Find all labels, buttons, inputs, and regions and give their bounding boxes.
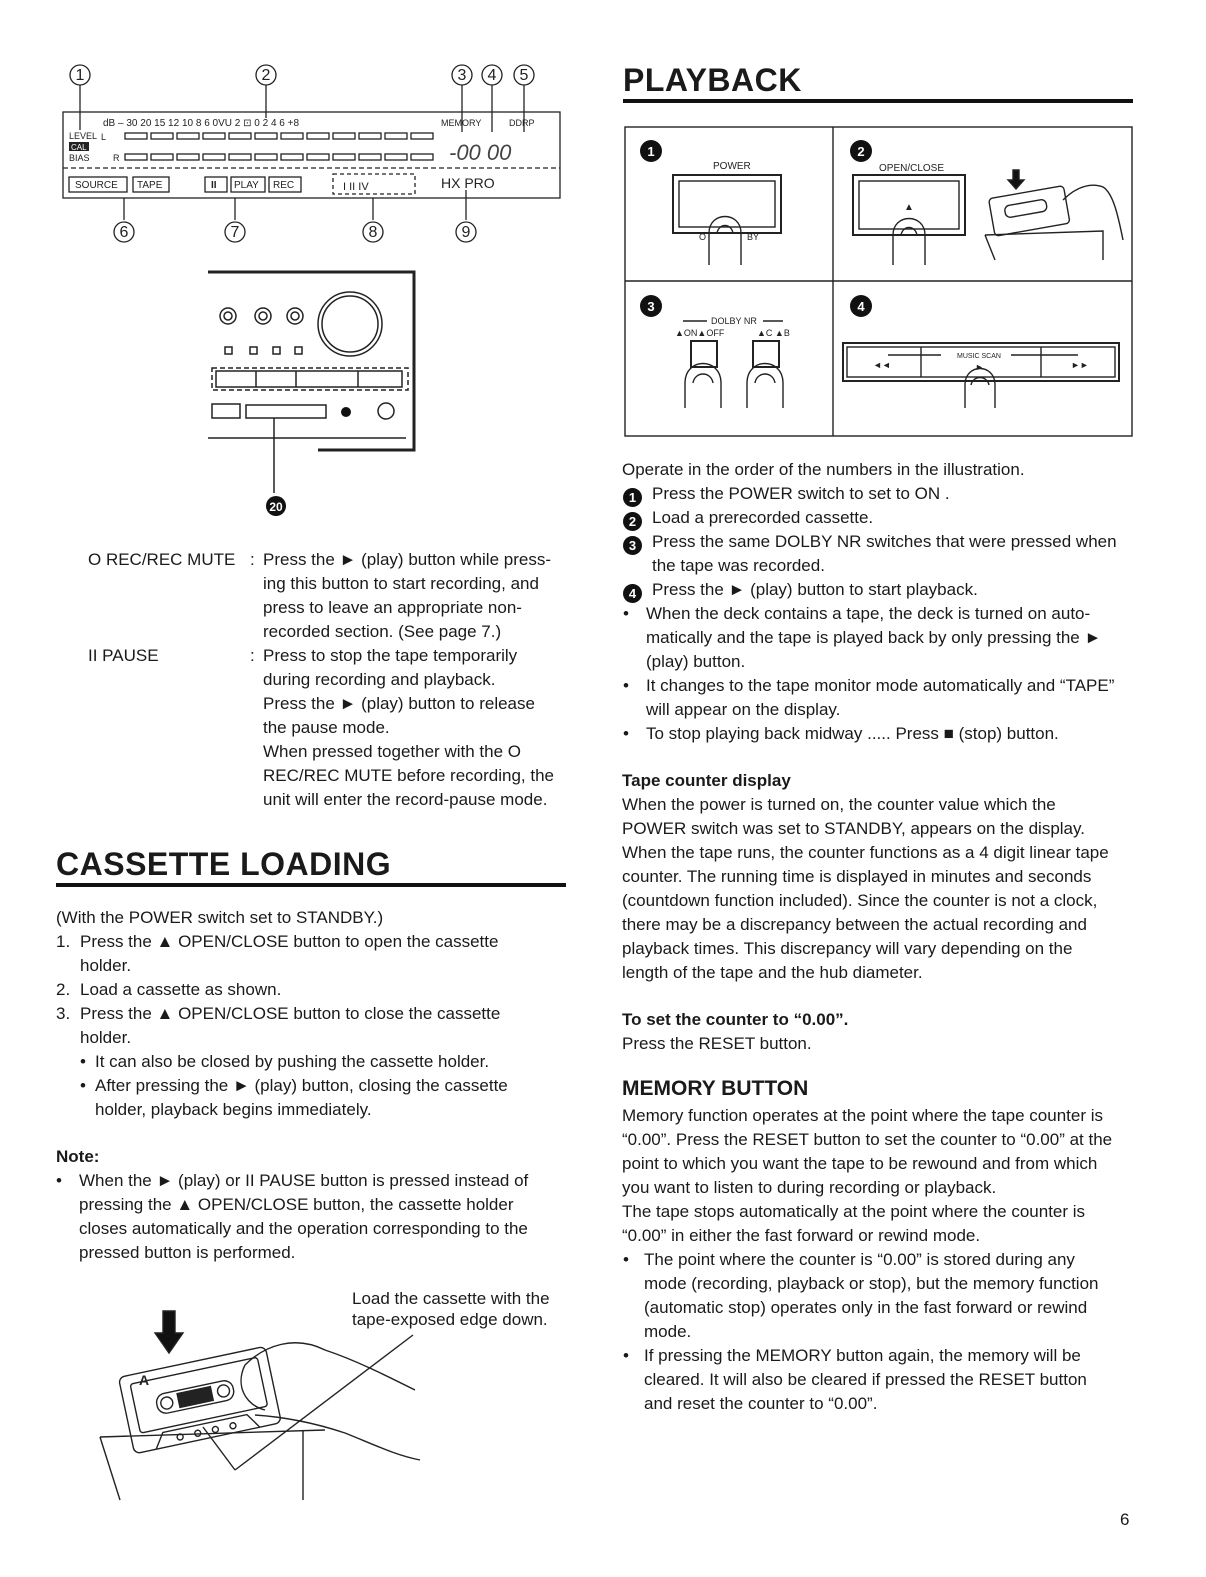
svg-text:MUSIC SCAN: MUSIC SCAN (957, 353, 1001, 360)
illustration-caption: Load the cassette with the tape-exposed edge down. (352, 1289, 550, 1329)
playback-step-4: 4 Press the ► (play) button to start playback. (623, 578, 1133, 602)
rec-mute-desc: Press the ► (play) button while press- ing this button to start recording, and press to leave an appropriate non- recorded section. (See page 7.) (263, 550, 551, 641)
memory-text: Memory function operates at the point where the tape counter is “0.00”. Press the RESET button to set the counter to “0.00” at the point to which you want the tape to be rewound and from which you want to listen to during recording or playback. The tape stops automatically at the point where the counter is “0.00” in either the fast forward or rewind mode. (622, 1106, 1113, 1245)
svg-text:6: 6 (119, 224, 129, 241)
svg-text:5: 5 (519, 67, 529, 84)
svg-text:9: 9 (461, 224, 471, 241)
svg-text:4: 4 (857, 299, 865, 314)
svg-text:CAL: CAL (71, 143, 87, 152)
svg-text:SOURCE: SOURCE (75, 180, 118, 191)
svg-text:2: 2 (857, 144, 865, 159)
memory-bullet-1: • The point where the counter is “0.00” is stored during any mode (recording, playback or stop), but the memory function (automatic stop) operates only in the fast forward or rewind mode. (623, 1250, 1099, 1341)
svg-text:PLAY: PLAY (234, 180, 259, 191)
svg-text:7: 7 (230, 224, 240, 241)
svg-text:HX PRO: HX PRO (441, 175, 495, 191)
playback-title: PLAYBACK (623, 62, 802, 98)
cassette-loading-illustration (95, 1305, 425, 1505)
svg-text:4: 4 (487, 67, 497, 84)
svg-text:►►: ►► (1071, 360, 1089, 370)
playback-step-2: 2 Load a prerecorded cassette. (623, 506, 1133, 530)
meter-row-r (125, 154, 433, 160)
memory-bullet-2: • If pressing the MEMORY button again, the memory will be cleared. It will also be cleared if pressed the RESET button and reset the counter to “0.00”. (623, 1346, 1087, 1413)
pause-label: II PAUSE (88, 646, 159, 665)
svg-text:POWER: POWER (713, 161, 751, 172)
memory-title: MEMORY BUTTON (622, 1077, 809, 1100)
set-counter-text: Press the RESET button. (622, 1034, 812, 1053)
page-number: 6 (1120, 1510, 1130, 1529)
svg-text:O: O (699, 232, 707, 242)
playback-bullet-1: • When the deck contains a tape, the deck is turned on auto- matically and the tape is played back by only pressing the ► (play) button. (623, 604, 1102, 671)
playback-step-3: 3 Press the same DOLBY NR switches that were pressed when the tape was recorded. (623, 530, 1133, 578)
svg-text:-00 00: -00 00 (449, 140, 512, 165)
svg-text:REC: REC (273, 180, 295, 191)
display-panel-diagram (55, 60, 575, 250)
meter-row-l (125, 133, 433, 139)
svg-text:MEMORY: MEMORY (441, 118, 482, 128)
cassette-loading-intro: (With the POWER switch set to STANDBY.) (56, 908, 384, 927)
svg-text:▲C ▲B: ▲C ▲B (757, 328, 790, 338)
svg-text:A: A (139, 1372, 150, 1388)
svg-text:LEVEL: LEVEL (69, 131, 98, 141)
tape-counter-text: When the power is turned on, the counter value which the POWER switch was set to STANDBY, appears on the display. When the tape runs, the counter functions as a 4 digit linear tape counter. The running time is displayed in minutes and seconds (countdown function included). Since the counter is not a clock, there may be a discrepancy between the actual recording and playback times. This discrepancy will vary depending on the length of the tape and the hub diameter. (622, 795, 1109, 982)
cassette-loading-rule (56, 883, 566, 887)
tape-counter-title: Tape counter display (622, 771, 791, 790)
svg-text:BIAS: BIAS (69, 153, 90, 163)
pause-colon: : (250, 646, 255, 665)
playback-illustration (623, 125, 1134, 439)
note-title: Note: (56, 1147, 100, 1166)
svg-text:dB – 30 20 15 12 10 8: dB – 30 20 15 12 10 8 6 0VU 2 ⊡ 0 2 4 6 +8 (103, 118, 300, 129)
svg-text:OPEN/CLOSE: OPEN/CLOSE (879, 163, 945, 174)
playback-bullet-3: • To stop playing back midway ..... Press ■ (stop) button. (623, 724, 1059, 743)
cassette-step-3: 3. Press the ▲ OPEN/CLOSE button to close the cassette holder. (56, 1004, 501, 1047)
svg-text:II: II (211, 180, 217, 191)
playback-rule (623, 99, 1133, 103)
svg-text:3: 3 (457, 67, 467, 84)
svg-text:▲: ▲ (904, 202, 914, 213)
svg-text:DDRP: DDRP (509, 118, 535, 128)
svg-text:2: 2 (261, 67, 271, 84)
svg-text:I II IV: I II IV (343, 181, 369, 193)
pause-desc: Press to stop the tape temporarily during recording and playback. Press the ► (play) button to release the pause mode. When pressed together with the O REC/REC MUTE before recording, the unit will enter the record-pause mode. (263, 646, 554, 809)
svg-text:◄◄: ◄◄ (873, 360, 891, 370)
cassette-step-2: 2. Load a cassette as shown. (56, 980, 282, 999)
set-counter-title: To set the counter to “0.00”. (622, 1010, 849, 1029)
playback-intro: Operate in the order of the numbers in the illustration. (622, 460, 1025, 479)
svg-text:8: 8 (368, 224, 378, 241)
svg-text:►: ► (975, 362, 984, 372)
cassette-sub-bullet-1: • It can also be closed by pushing the cassette holder. (80, 1052, 490, 1071)
svg-text:1: 1 (75, 67, 85, 84)
playback-bullet-2: • It changes to the tape monitor mode automatically and “TAPE” will appear on the display. (623, 676, 1115, 719)
svg-text:▲ON▲OFF: ▲ON▲OFF (675, 328, 725, 338)
svg-text:R: R (113, 153, 120, 163)
svg-text:L: L (101, 132, 107, 142)
cassette-loading-title: CASSETTE LOADING (56, 846, 392, 882)
svg-text:TAPE: TAPE (137, 180, 163, 191)
rec-mute-label: O REC/REC MUTE (88, 550, 236, 569)
cassette-step-1: 1. Press the ▲ OPEN/CLOSE button to open the cassette holder. (56, 932, 499, 975)
svg-text:DOLBY NR: DOLBY NR (711, 316, 757, 326)
front-panel-diagram (200, 268, 425, 523)
svg-text:20: 20 (269, 500, 283, 514)
rec-mute-colon: : (250, 550, 255, 569)
svg-text:BY: BY (747, 232, 760, 242)
playback-step-1: 1 Press the POWER switch to set to ON . (623, 482, 1133, 506)
note-bullet: • When the ► (play) or II PAUSE button is pressed instead of pressing the ▲ OPEN/CLOSE button, the cassette holder closes automatically and the operation corresponding to the pressed button is performed. (56, 1171, 529, 1262)
svg-text:1: 1 (647, 144, 655, 159)
cassette-sub-bullet-2: • After pressing the ► (play) button, closing the cassette holder, playback begins immediately. (80, 1076, 508, 1119)
svg-text:3: 3 (647, 299, 655, 314)
